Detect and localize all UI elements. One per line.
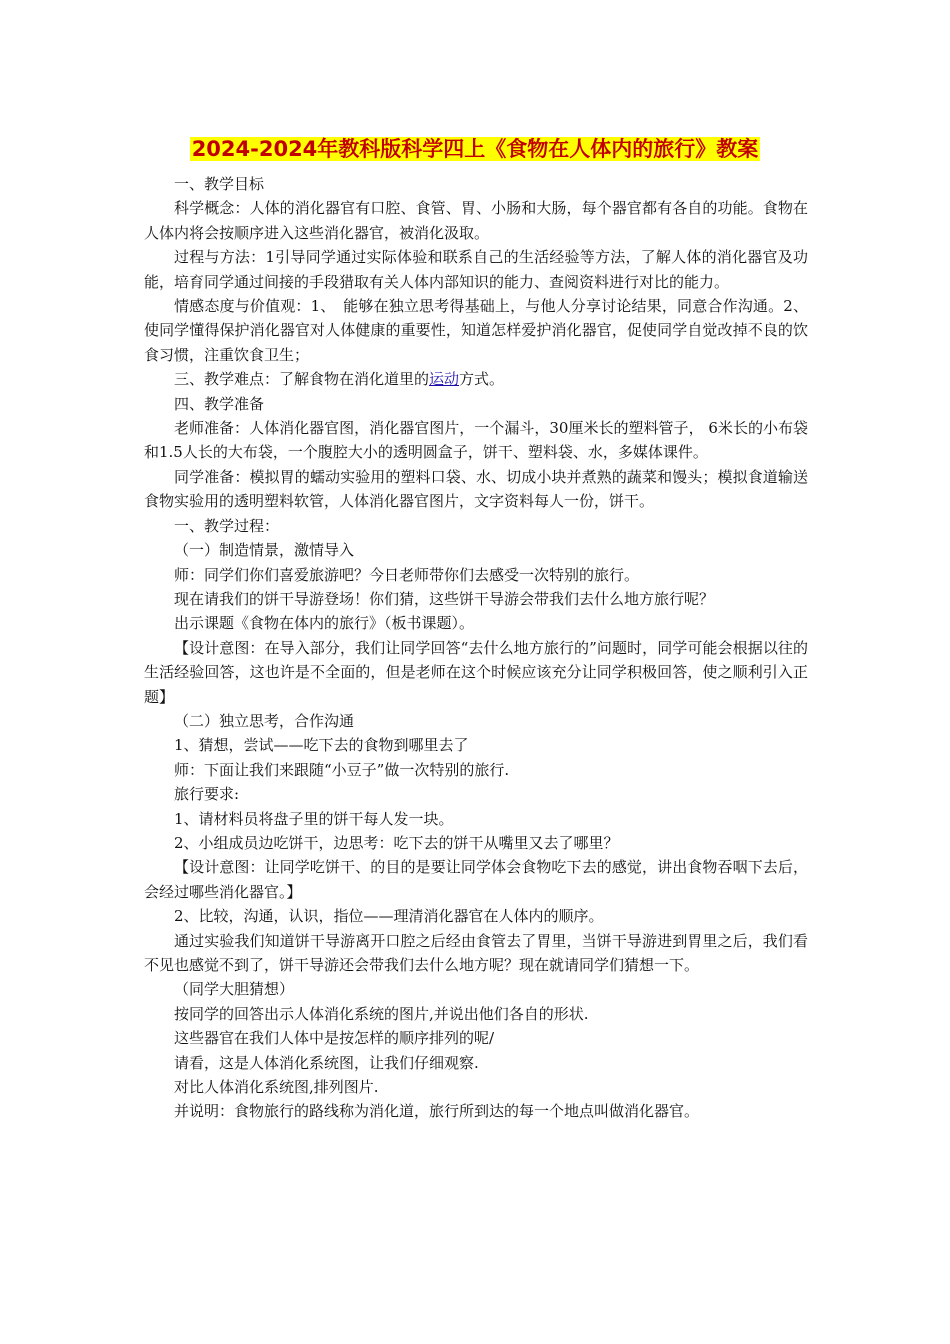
paragraph: 出示课题《食物在体内的旅行》（板书课题）。 (174, 614, 475, 633)
paragraph: 旅行要求: (174, 785, 240, 804)
paragraph: 一、教学目标 (174, 175, 265, 193)
paragraph-text: 三、教学难点：了解食物在消化道里的 (174, 370, 430, 389)
paragraph: 1、请材料员将盘子里的饼干每人发一块。 (174, 809, 454, 828)
motion-link[interactable]: 运动 (429, 370, 460, 389)
paragraph: 【设计意图：让同学吃饼干、的目的是要让同学体会食物吃下去的感觉，讲出食物吞咽下去后，会经过哪些消化器官。】 (144, 858, 808, 901)
paragraph: 并说明：食物旅行的路线称为消化道，旅行所到达的每一个地点叫做消化器官。 (174, 1102, 700, 1121)
paragraph: 这些器官在我们人体中是按怎样的顺序排列的呢/ (174, 1029, 495, 1048)
document-title (0, 134, 950, 164)
paragraph: 2、小组成员边吃饼干，边思考：吃下去的饼干从嘴里又去了哪里？ (174, 833, 619, 852)
paragraph: 一、教学过程： (174, 516, 280, 535)
paragraph: 师：同学们你们喜爱旅游吧？今日老师带你们去感受一次特别的旅行。 (174, 565, 640, 584)
paragraph-with-link (144, 367, 808, 391)
paragraph: 四、教学准备 (174, 394, 265, 413)
paragraph: 对比人体消化系统图,排列图片. (174, 1078, 379, 1097)
paragraph-text: 方式。 (459, 370, 505, 389)
paragraph: 科学概念：人体的消化器官有口腔、食管、胃、小肠和大肠，每个器官都有各自的功能。食物在人体内将会按顺序进入这些消化器官，被消化汲取。 (144, 199, 808, 242)
paragraph: 同学准备：模拟胃的蠕动实验用的塑料口袋、水、切成小块并煮熟的蔬菜和馒头；模拟食道输送食物实验用的透明塑料软管，人体消化器官图片，文字资料每人一份，饼干。 (144, 467, 808, 511)
paragraph: （一）制造情景，激情导入 (174, 541, 355, 560)
paragraph: 老师准备：人体消化器官图，消化器官图片，一个漏斗，30厘米长的塑料管子， 6米长的小布袋和1.5人长的大布袋，一个腹腔大小的透明圆盒子，饼干、塑料袋、水，多媒体课件。 (144, 419, 808, 462)
paragraph: 过程与方法：1引导同学通过实际体验和联系自己的生活经验等方法，了解人体的消化器官及功能，培育同学通过间接的手段猎取有关人体内部知识的能力、查阅资料进行对比的能力。 (144, 248, 808, 291)
paragraph: 2、比较，沟通，认识，指位——理清消化器官在人体内的顺序。 (174, 907, 604, 926)
paragraph: 师：下面让我们来跟随“小豆子”做一次特别的旅行. (174, 760, 510, 779)
document-body (144, 172, 808, 1124)
paragraph: （同学大胆猜想） (174, 980, 295, 999)
paragraph: 通过实验我们知道饼干导游离开口腔之后经由食管去了胃里，当饼干导游进到胃里之后，我们看不见也感觉不到了，饼干导游还会带我们去什么地方呢？现在就请同学们猜想一下。 (144, 931, 808, 974)
paragraph: 按同学的回答出示人体消化系统的图片,并说出他们各自的形状. (174, 1004, 589, 1023)
paragraph: （二）独立思考，合作沟通 (174, 711, 355, 730)
paragraph: 请看，这是人体消化系统图，让我们仔细观察. (174, 1053, 479, 1072)
paragraph: 情感态度与价值观：1、 能够在独立思考得基础上，与他人分享讨论结果，同意合作沟通。2、使同学懂得保护消化器官对人体健康的重要性，知道怎样爱护消化器官，促使同学自觉改掉不良的饮食习惯，注重饮食卫生； (144, 297, 808, 364)
paragraph: 【设计意图：在导入部分，我们让同学回答“去什么地方旅行的”问题时，同学可能会根据以往的生活经验回答，这也许是不全面的，但是老师在这个时候应该充分让同学积极回答，使之顺利引入正题】 (144, 638, 808, 706)
paragraph: 现在请我们的饼干导游登场！你们猜，这些饼干导游会带我们去什么地方旅行呢？ (174, 589, 715, 608)
paragraph: 1、猜想，尝试——吃下去的食物到哪里去了 (174, 736, 469, 755)
title-text: 2024-2024年教科版科学四上《食物在人体内的旅行》教案 (191, 137, 759, 161)
